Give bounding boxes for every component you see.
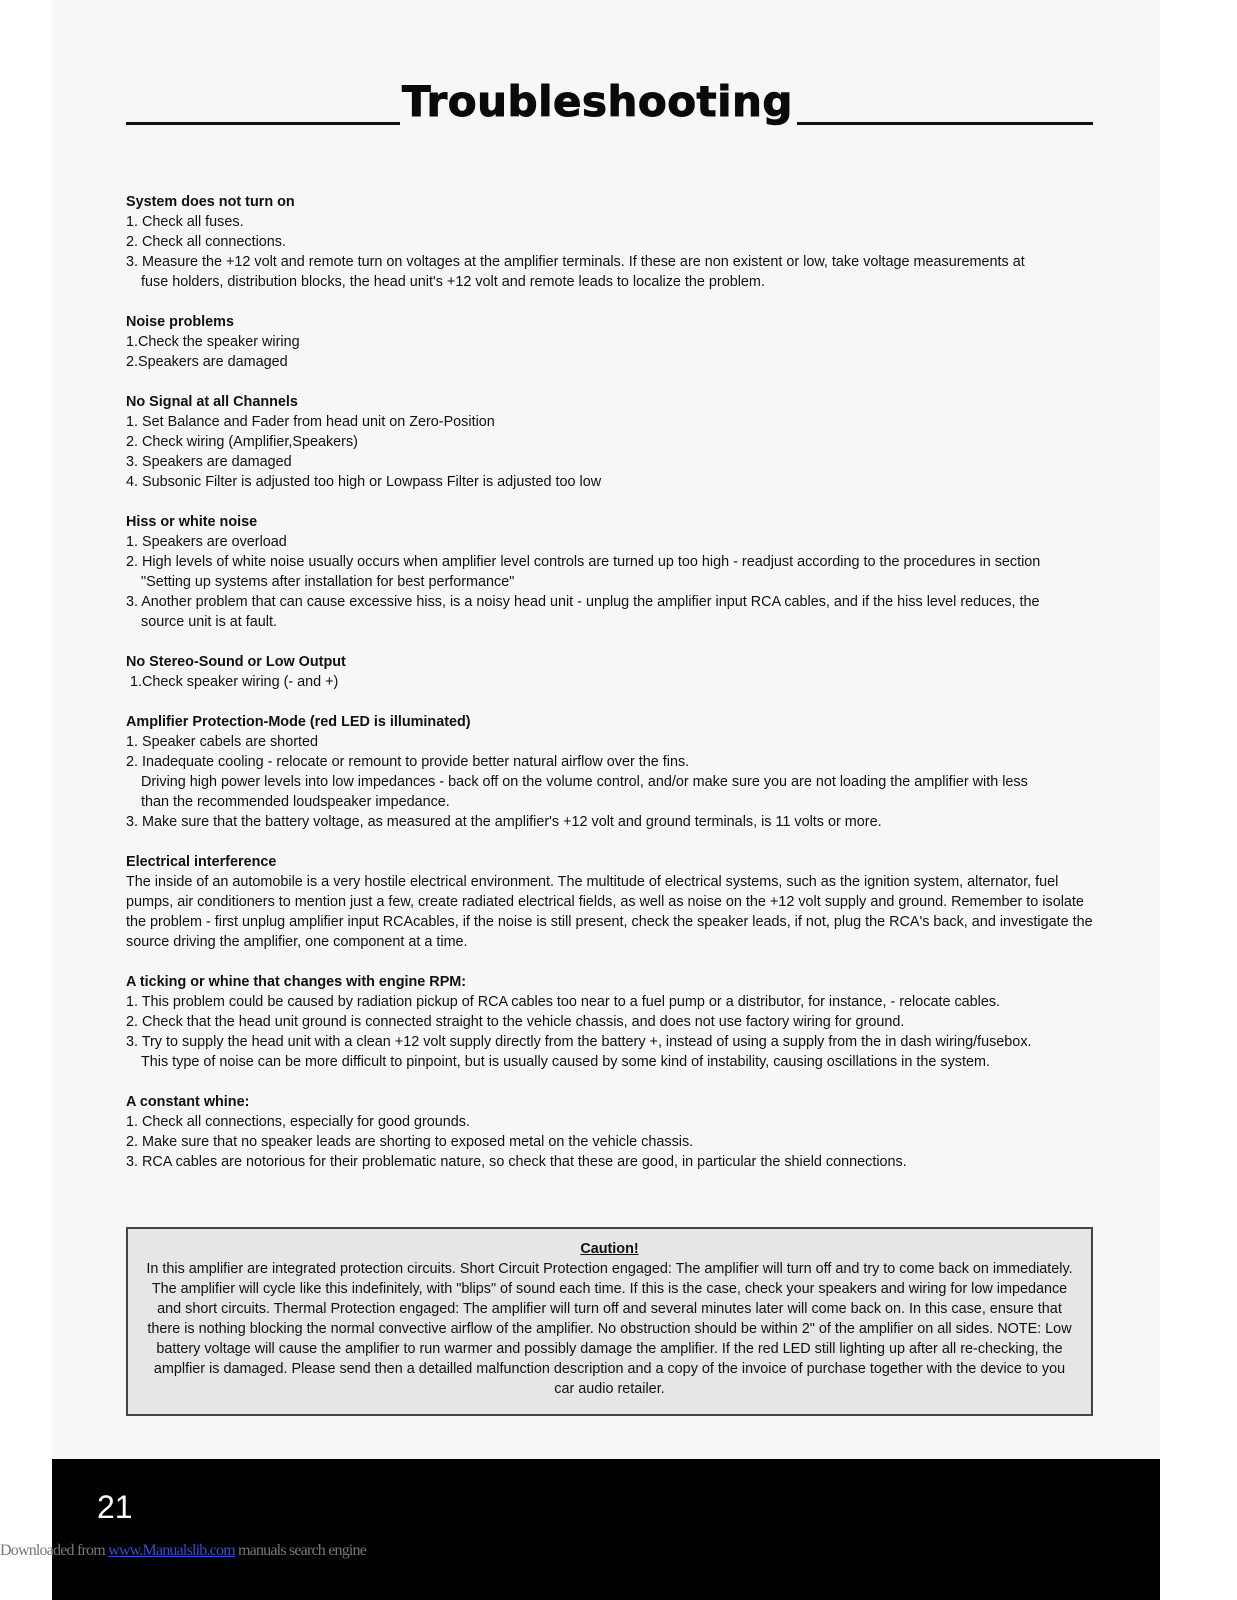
section-system-does-not-turn-on xyxy=(126,192,1096,292)
manualslib-link[interactable]: www.Manualslib.com xyxy=(108,1542,235,1559)
list-item: 2. Check all connections. xyxy=(126,234,286,250)
section-heading: No Stereo-Sound or Low Output xyxy=(126,654,346,670)
list-item: 1. Check all fuses. xyxy=(126,214,244,230)
section-constant-whine xyxy=(126,1092,1096,1172)
caution-title: Caution! xyxy=(580,1241,639,1257)
download-suffix: manuals search engine xyxy=(234,1542,367,1559)
list-item: 3. Try to supply the head unit with a clean +12 volt supply directly from the battery +, instead of using a supply from the in dash wiring/fusebox. xyxy=(126,1034,1032,1050)
list-item: 2. Inadequate cooling - relocate or remount to provide better natural airflow over the fins. xyxy=(126,754,690,770)
list-item: 1.Check the speaker wiring xyxy=(126,334,300,350)
section-ticking-whine xyxy=(126,972,1096,1072)
caution-box xyxy=(126,1227,1093,1416)
caution-body: In this amplifier are integrated protection circuits. Short Circuit Protection engaged: The amplifier will turn off and try to come back on immediately. The amplifier will cycle like this indefinitely, with "blips" of sound each time. If this is the case, check your speakers and wiring for low impedance and short circuits. Thermal Protection engaged: The amplifier will turn off and several minutes later will come back on. In this case, ensure that there is nothing blocking the normal convective airflow of the amplifier. No obstruction should be within 2" of the amplifier on all sides. NOTE: Low battery voltage will cause the amplifier to run warmer and possibly damage the amplifier. If the red LED still lighting up after all re-checking, the amplfier is damaged. Please send then a detailled malfunction description and a copy of the invoice of purchase together with the device to you car audio retailer. xyxy=(146,1261,1073,1397)
troubleshooting-content xyxy=(126,192,1096,1192)
list-item: 3. Speakers are damaged xyxy=(126,454,292,470)
download-prefix: Downloaded from xyxy=(0,1542,109,1559)
section-heading: No Signal at all Channels xyxy=(126,394,298,410)
section-heading: Electrical interference xyxy=(126,854,277,870)
section-protection-mode xyxy=(126,712,1096,832)
download-credit xyxy=(0,1541,366,1561)
list-item: 1. Set Balance and Fader from head unit on Zero-Position xyxy=(126,414,495,430)
section-heading: A ticking or whine that changes with engine RPM: xyxy=(126,974,467,990)
list-item: 3. Make sure that the battery voltage, as measured at the amplifier's +12 volt and ground terminals, is 11 volts or more. xyxy=(126,814,882,830)
list-item: 3. RCA cables are notorious for their problematic nature, so check that these are good, in particular the shield connections. xyxy=(126,1154,907,1170)
section-heading: A constant whine: xyxy=(126,1094,250,1110)
list-item-continuation: This type of noise can be more difficult to pinpoint, but is usually caused by some kind of instability, causing oscillations in the system. xyxy=(141,1054,990,1070)
list-item: 2. High levels of white noise usually occurs when amplifier level controls are turned up too high - readjust according to the procedures in section xyxy=(126,554,1041,570)
list-item: 2. Check wiring (Amplifier,Speakers) xyxy=(126,434,358,450)
section-electrical-interference xyxy=(126,852,1096,952)
section-heading: Amplifier Protection-Mode (red LED is illuminated) xyxy=(126,714,471,730)
footer-bar xyxy=(52,1459,1160,1600)
section-heading: Hiss or white noise xyxy=(126,514,258,530)
list-item: 3. Another problem that can cause excessive hiss, is a noisy head unit - unplug the amplifier input RCA cables, and if the hiss level reduces, the xyxy=(126,594,1040,610)
section-hiss-white-noise xyxy=(126,512,1096,632)
section-heading: Noise problems xyxy=(126,314,234,330)
list-item: 1. This problem could be caused by radiation pickup of RCA cables too near to a fuel pump or a distributor, for instance, - relocate cables. xyxy=(126,994,1001,1010)
list-item-continuation: "Setting up systems after installation for best performance" xyxy=(141,574,515,590)
list-item: 3. Measure the +12 volt and remote turn on voltages at the amplifier terminals. If these are non existent or low, take voltage measurements at xyxy=(126,254,1025,270)
page-title: Troubleshooting xyxy=(400,78,797,126)
list-item: 1.Check speaker wiring (- and +) xyxy=(126,674,339,690)
list-item: 2.Speakers are damaged xyxy=(126,354,288,370)
list-item-continuation: than the recommended loudspeaker impedance. xyxy=(141,794,450,810)
list-item: 2. Make sure that no speaker leads are shorting to exposed metal on the vehicle chassis. xyxy=(126,1134,694,1150)
list-item: 1. Speaker cabels are shorted xyxy=(126,734,318,750)
list-item: 1. Check all connections, especially for good grounds. xyxy=(126,1114,470,1130)
list-item: 4. Subsonic Filter is adjusted too high or Lowpass Filter is adjusted too low xyxy=(126,474,602,490)
list-item: 1. Speakers are overload xyxy=(126,534,287,550)
section-noise-problems xyxy=(126,312,1096,372)
page-number: 21 xyxy=(97,1489,133,1525)
section-no-signal xyxy=(126,392,1096,492)
section-paragraph: The inside of an automobile is a very hostile electrical environment. The multitude of electrical systems, such as the ignition system, alternator, fuel pumps, air conditioners to mention just a few, create radiated electrical fields, as well as noise on the +12 volt supply and ground. Remember to isolate the problem - first unplug amplifier input RCAcables, if the noise is still present, check the speaker leads, if not, plug the RCA's back, and investigate the source driving the amplifier, one component at a time. xyxy=(126,874,1093,950)
list-item: 2. Check that the head unit ground is connected straight to the vehicle chassis, and does not use factory wiring for ground. xyxy=(126,1014,905,1030)
list-item-continuation: fuse holders, distribution blocks, the head unit's +12 volt and remote leads to localize the problem. xyxy=(141,274,765,290)
list-item-continuation: Driving high power levels into low impedances - back off on the volume control, and/or make sure you are not loading the amplifier with less xyxy=(141,774,1028,790)
section-heading: System does not turn on xyxy=(126,194,295,210)
title-block xyxy=(126,78,1093,128)
section-no-stereo-sound xyxy=(126,652,1096,692)
list-item-continuation: source unit is at fault. xyxy=(141,614,277,630)
